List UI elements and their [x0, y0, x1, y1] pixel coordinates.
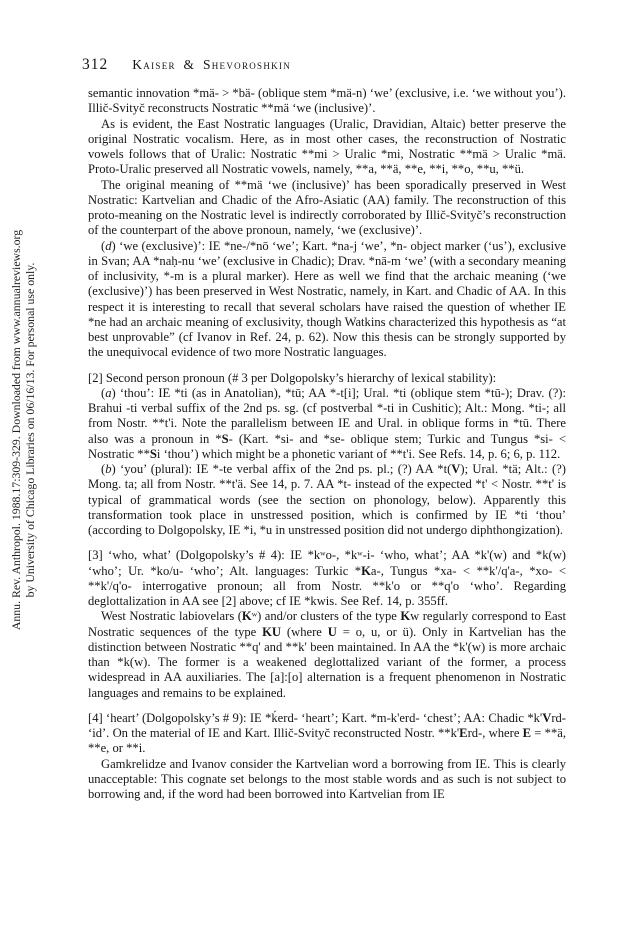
page-header — [82, 56, 291, 74]
paragraph — [88, 609, 566, 701]
text-run: ( — [101, 385, 106, 400]
text-run: ) ‘you’ (plural): IE *-te verbal affix of the 2nd ps. pl.; (?) AA *t( — [111, 462, 452, 476]
text-run: ) ‘we (exclusive)’: IE *ne-/*nō ‘we’; Kart. *na-j ‘we’, *n- object marker (‘us’), exclusive in Svan; AA *naḥ-nu ‘we’ (exclusive in Chadic); Drav. *nā-m ‘we’ (with a secondary meaning of inclusivity, *-m is a plural marker). Here as well we find that the archaic meaning (‘we (exclusive)’) has been preserved in West Nostratic, namely, in Kart. and Chadic of AA. In this respect it is interesting to recall that several scholars have raised the question of whether IE *ne had an archaic meaning of exclusivity, though Watkins characterized this hypothesis as “at best unprovable” (cf Ivanov in Ref. 24, p. 62). Now this thesis can be strongly supported by the unequivocal evidence of two more Nostratic languages. — [88, 238, 566, 360]
paragraph — [88, 548, 566, 609]
text-run: semantic innovation *mä- > *bä- (oblique stem *mä-n) ‘we’ (exclusive, i.e. ‘we without you’). Illič-Svityč reconstructs Nostratic **mä ‘we (inclusive)’. — [88, 86, 566, 116]
text-run: i ‘thou’) which might be a phonetic variant of **t'i. See Refs. 14, p. 6; 6, p. 112. — [156, 446, 561, 461]
paragraph — [88, 117, 566, 178]
text-run: ( — [101, 238, 106, 253]
paragraph — [88, 371, 566, 386]
paragraph — [88, 86, 566, 117]
text-run: The original meaning of **mä ‘we (inclusive)’ has been sporadically preserved in West Nostratic: Kartvelian and Chadic of the Afro-Asiatic (AA) family. The reconstruction of this proto-meaning on the Nostratic level is indirectly corroborated by Illič-Svityč’s reconstruction of the counterpart of the above pronoun, namely, ‘we (exclusive)’. — [88, 177, 566, 238]
text-run: rd- ‘id’. On the material of IE and Kart. Illič-Svityč reconstructed Nostr. **k' — [88, 710, 566, 740]
text-run: K — [400, 609, 411, 624]
text-run: E — [522, 726, 532, 740]
text-run: U — [327, 624, 337, 639]
page-number: 312 — [82, 56, 109, 73]
running-head: Kaiser & Shevoroshkin — [132, 57, 292, 72]
text-run: ʷ) and/or clusters of the type — [251, 609, 401, 624]
text-run: K — [361, 563, 371, 578]
text-run: [4] ‘heart’ (Dolgopolsky’s # 9): IE *ḱerd- ‘heart’; Kart. *m-k'erd- ‘chest’; AA: Chadic *k' — [88, 710, 543, 725]
text-run: As is evident, the East Nostratic languages (Uralic, Dravidian, Altaic) better preserve the original Nostratic vocalism. Here, as in most other cases, the reconstruction of Nostratic vowels follows that of Uralic: Nostratic **mi > Uralic *mi, Nostratic **mä > Uralic *mä. Proto-Uralic preserved all Nostratic vowels, namely, **a, **ä, **e, **i, **o, **u, **ü. — [88, 116, 566, 177]
sidebar-citation — [10, 201, 37, 659]
sidebar-citation-line1: Annu. Rev. Anthropol. 1988.17:309-329. Downloaded from www.annualreviews.org — [9, 229, 23, 631]
paragraph — [88, 711, 566, 757]
page-body — [88, 86, 566, 802]
text-run: KU — [262, 624, 282, 639]
text-run: E — [459, 726, 468, 740]
text-run: = o, u, or ü). Only in Kartvelian has the distinction between Nostratic **q' and **k' been maintained. In AA the *k'(w) is more archaic than *k(w). The former is a weakened deglottalized variant of the former, a process widespread in AA auxiliaries. The [a]:[o] alternation is a frequent phenomenon in Nostratic languages and remains to be explained. — [88, 624, 566, 700]
text-run: ); Ural. *tä; Alt.: (?) Mong. ta; all from Nostr. **t'ä. See 14, p. 7. AA *t- instead of the expected *t' < Nostr. **t' is typical of grammatical words (see the section on phonology, below). Apparently this transformation took place in unstressed position, which is confirmed by IE *ti ‘thou’ (according to Dolgopolsky, IE *i, *u in unstressed position did not undergo diphthongization). — [88, 462, 566, 537]
paragraph — [88, 462, 566, 538]
text-run: [2] Second person pronoun (# 3 per Dolgopolsky’s hierarchy of lexical stability): — [88, 370, 497, 385]
text-run: d — [105, 238, 112, 253]
text-run: a — [105, 385, 112, 400]
text-run: West Nostratic labiovelars ( — [101, 609, 242, 624]
sidebar-citation-line2: by University of Chicago Libraries on 06/16/13. For personal use only. — [22, 262, 37, 598]
text-run: S — [149, 446, 157, 461]
text-run: [3] ‘who, what’ (Dolgopolsky’s # 4): IE *kʷo-, *kʷ-i- ‘who, what’; AA *k'(w) and *k(w) ‘who’; Ur. *ko/u- ‘who’; Alt. languages: Turkic * — [88, 548, 566, 578]
text-run: a-, Tungus *xa- < **k'/q'a-, *xo- < **k'/q'o- interrogative pronoun; all from Nostr. **k'o or **q'o ‘who’. Regarding deglottalization in AA see [2] above; cf IE *kwis. See Ref. 14, p. 355ff. — [88, 563, 566, 608]
text-run: b — [105, 462, 112, 476]
paragraph — [88, 178, 566, 239]
text-run: S — [221, 431, 229, 446]
text-run: Gamkrelidze and Ivanov consider the Kartvelian word a borrowing from IE. This is clearly unacceptable: This cognate set belongs to the most stable words and as such is not subject to borrowing and, if the word had been borrowed into Kartvelian from IE — [88, 756, 566, 801]
paragraph — [88, 239, 566, 361]
paragraph — [88, 757, 566, 803]
text-run: V — [542, 710, 552, 725]
text-run: ) ‘thou’: IE *ti (as in Anatolian), *tū; AA *-t[i]; Ural. *ti (oblique stem *tū-); Drav. (?): Brahui -ti verbal suffix of the 2nd ps. sg. (cf postverbal *-ti in Cushitic); Alt.: Mong. *ti-; all from Nostr. **t'i. Note the parallelism between IE and Ural. in oblique forms in *tū. There also was a pronoun in * — [88, 385, 566, 446]
text-run: - (Kart. *si- and *se- oblique stem; Turkic and Tungus *si- < Nostratic ** — [88, 431, 566, 461]
text-run: ( — [101, 462, 106, 476]
text-run: V — [451, 462, 461, 476]
text-run: = **ä, **e, or **i. — [88, 726, 566, 756]
text-run: w regularly correspond to East Nostratic sequences of the type — [88, 609, 567, 639]
text-run: K — [241, 609, 252, 624]
text-run: rd-, where — [467, 726, 523, 740]
text-run: (where — [281, 624, 328, 639]
paragraph — [88, 386, 566, 462]
